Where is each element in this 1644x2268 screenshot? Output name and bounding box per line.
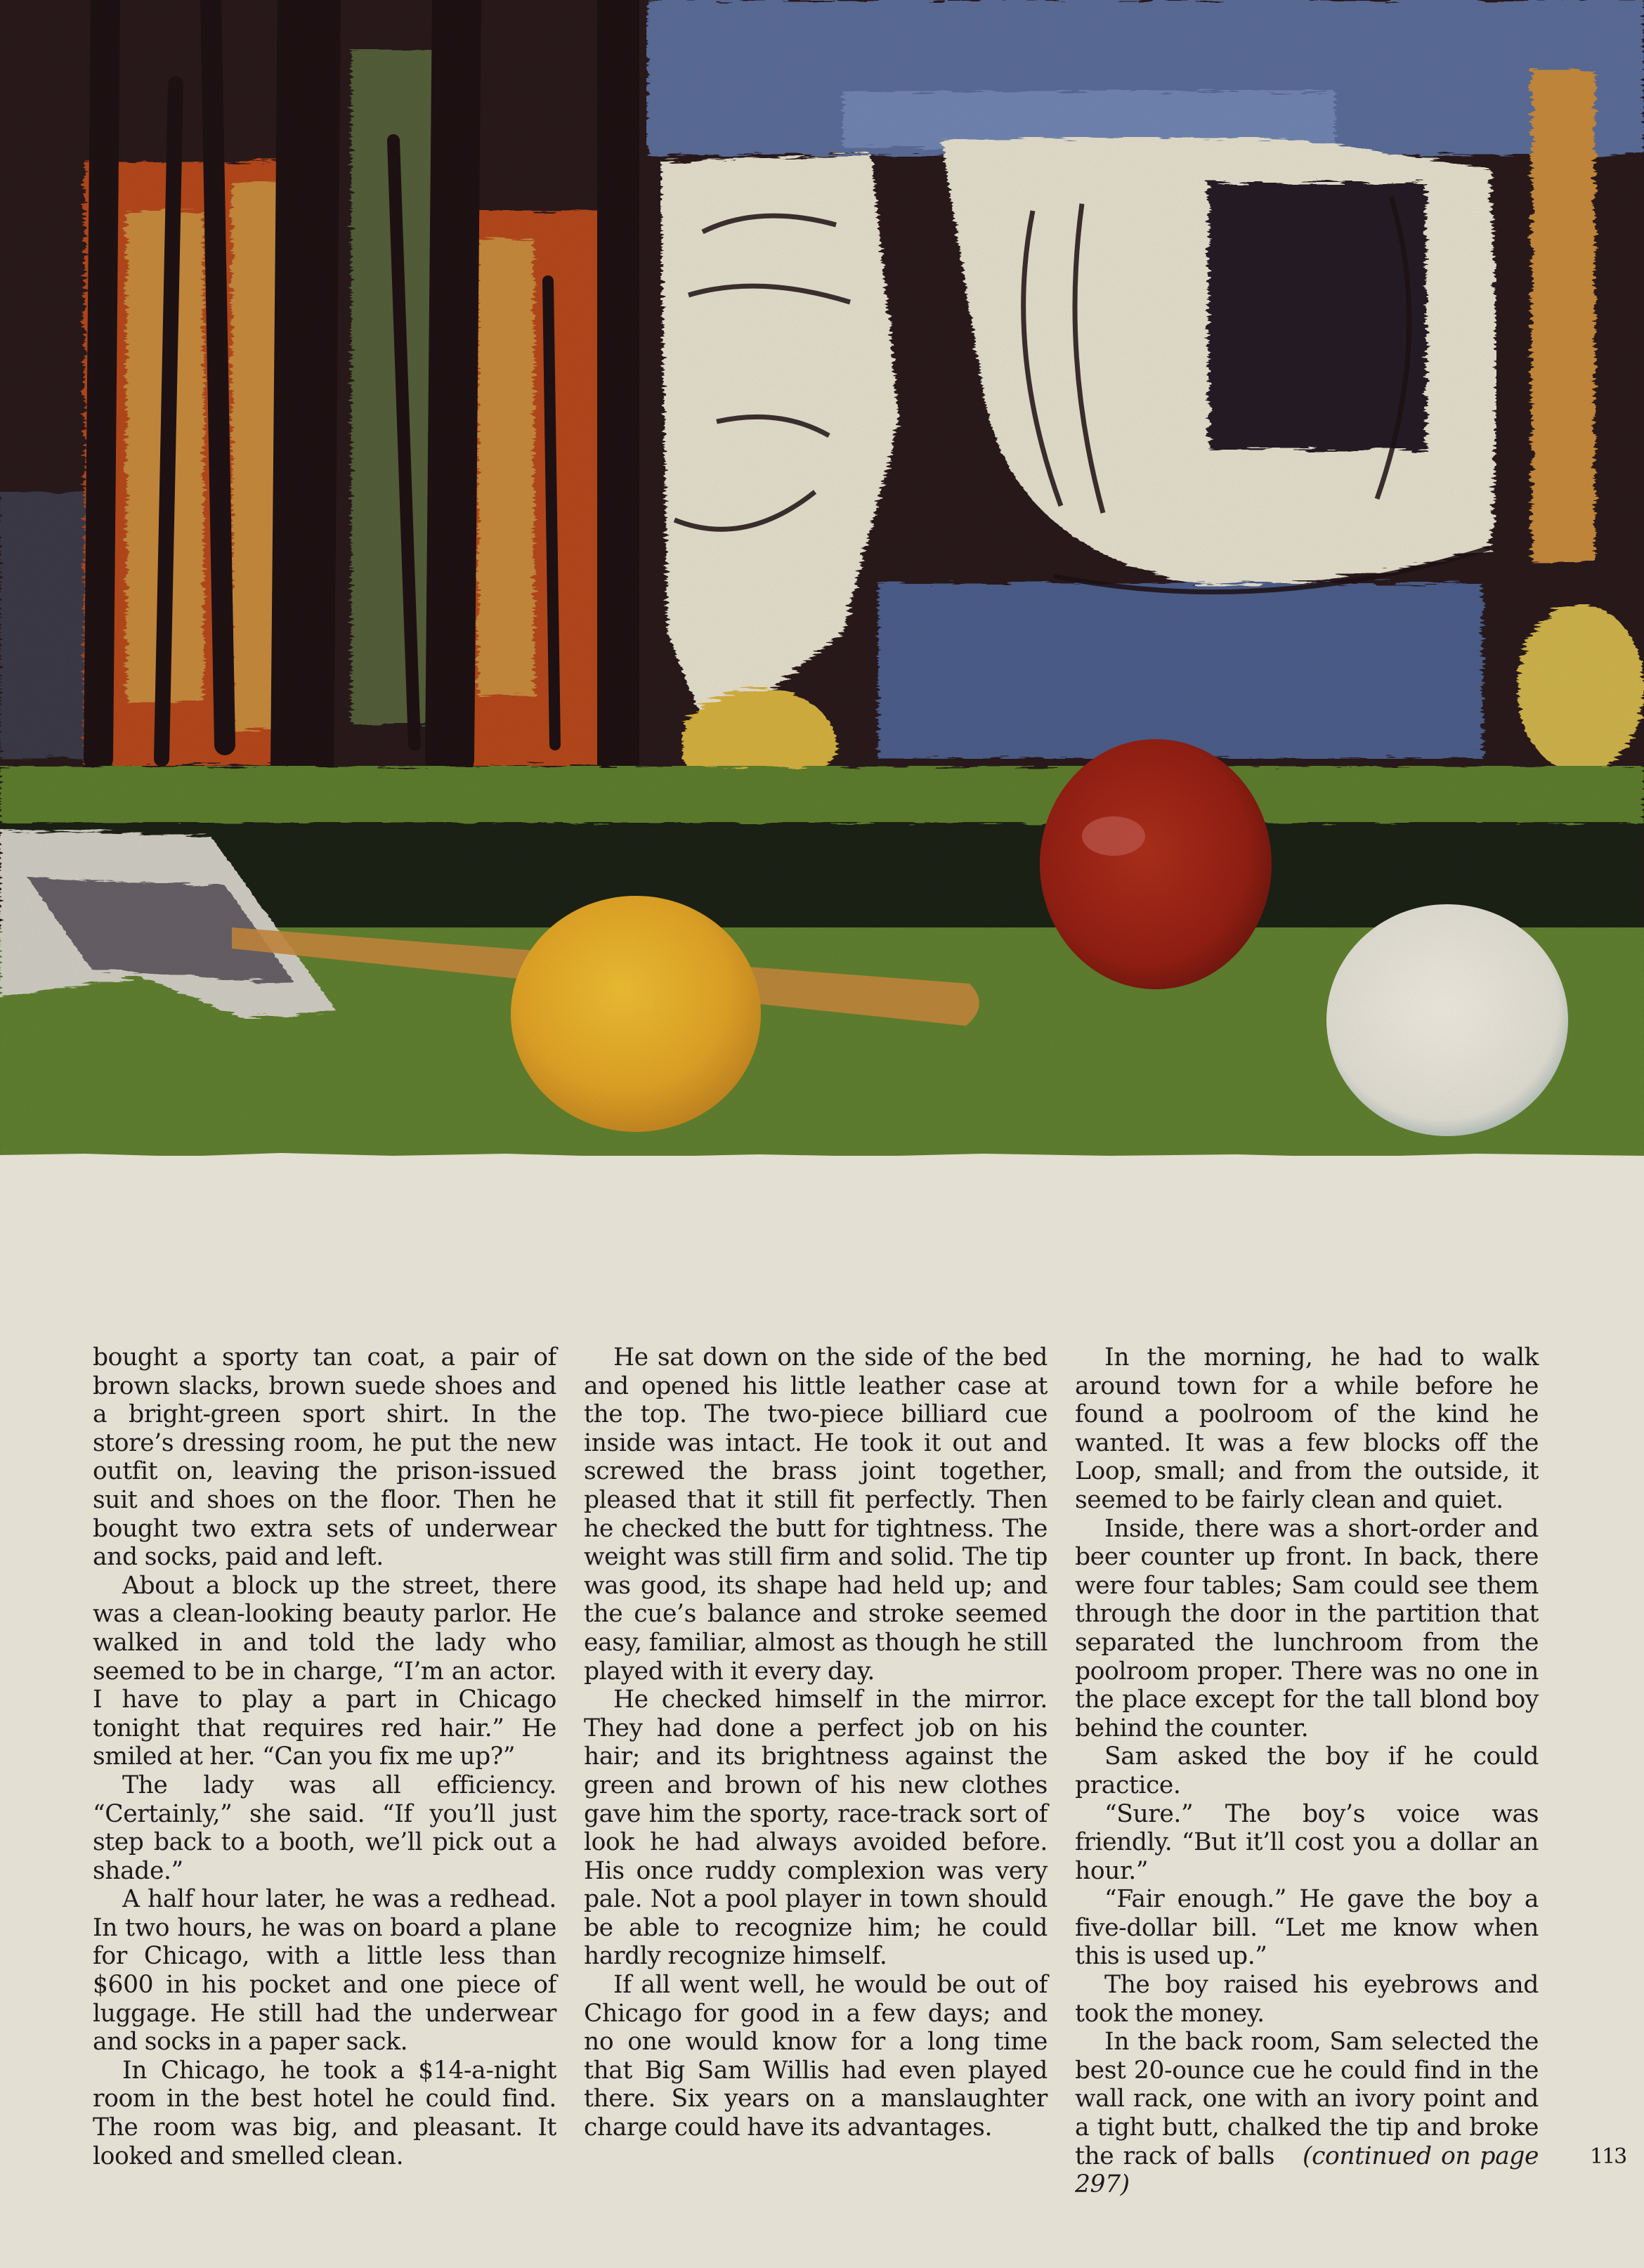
page-number: 113 <box>1590 2144 1626 2169</box>
paragraph: Sam asked the boy if he could practice. <box>1075 1742 1539 1799</box>
paragraph: In Chicago, he took a $14-a-night room in the best hotel he could find. The room was big, and pleasant. It looked and smelled clean. <box>93 2056 556 2170</box>
paragraph: The lady was all efficiency. “Certainly,” she said. “If you’ll just step back to a booth, we’ll pick out a shade.” <box>93 1771 556 1885</box>
paragraph: bought a sporty tan coat, a pair of brown slacks, brown suede shoes and a bright-green sport shirt. In the store’s dressing room, he put the new outfit on, leaving the prison-issued suit and shoes on the floor. Then he bought two extra sets of underwear and socks, paid and left. <box>93 1343 556 1572</box>
paragraph: Inside, there was a short-order and beer counter up front. In back, there were four tables; Sam could see them through the door in the partition that separated the lunchroom from the poolroom proper. There was no one in the place except for the tall blond boy behind the counter. <box>1075 1514 1539 1742</box>
torn-paper-edge <box>0 1145 1644 1166</box>
column-3 <box>1075 1343 1539 2199</box>
paragraph-text: In the back room, Sam selected the best 20-ounce cue he could find in the wall rack, one with an ivory point and a tight butt, chalked the tip and broke the rack of balls <box>1075 2028 1539 2170</box>
paragraph: “Fair enough.” He gave the boy a five-dollar bill. “Let me know when this is used up.” <box>1075 1885 1539 1971</box>
paragraph: A half hour later, he was a redhead. In two hours, he was on board a plane for Chicago, with a little less than $600 in his pocket and one piece of luggage. He still had the underwear and socks in a paper sack. <box>93 1885 556 2057</box>
continuation-note[interactable]: (continued on page 297) <box>1075 2142 1539 2199</box>
paragraph: “Sure.” The boy’s voice was friendly. “But it’ll cost you a dollar an hour.” <box>1075 1799 1539 1885</box>
paragraph-last <box>1075 2028 1539 2199</box>
paragraph: He checked himself in the mirror. They had done a perfect job on his hair; and its brightness against the green and brown of his new clothes gave him the sporty, race-track sort of look he had always avoided before. His once ruddy complexion was very pale. Not a pool player in town should be able to recognize him; he could hardly recognize himself. <box>584 1686 1048 1971</box>
paragraph: He sat down on the side of the bed and opened his little leather case at the top. The two-piece billiard cue inside was intact. He took it out and screwed the brass joint together, pleased that it still fit perfectly. Then he checked the butt for tightness. The weight was still firm and solid. The tip was good, its shape had held up; and the cue’s balance and stroke seemed easy, familiar, almost as though he still played with it every day. <box>584 1343 1048 1686</box>
paragraph: The boy raised his eyebrows and took the money. <box>1075 1971 1539 2028</box>
paragraph: If all went well, he would be out of Chicago for good in a few days; and no one would know for a long time that Big Sam Willis had even played there. Six years on a manslaughter charge could have its advantages. <box>584 1971 1048 2142</box>
article-body <box>93 1343 1539 2199</box>
column-1 <box>93 1343 556 2199</box>
paragraph: In the morning, he had to walk around town for a while before he found a poolroom of the kind he wanted. It was a few blocks off the Loop, small; and from the outside, it seemed to be fairly clean and quiet. <box>1075 1343 1539 1514</box>
column-2 <box>584 1343 1048 2199</box>
paragraph: About a block up the street, there was a clean-looking beauty parlor. He walked in and told the lady who seemed to be in charge, “I’m an actor. I have to play a part in Chicago tonight that requires red hair.” He smiled at her. “Can you fix me up?” <box>93 1571 556 1771</box>
